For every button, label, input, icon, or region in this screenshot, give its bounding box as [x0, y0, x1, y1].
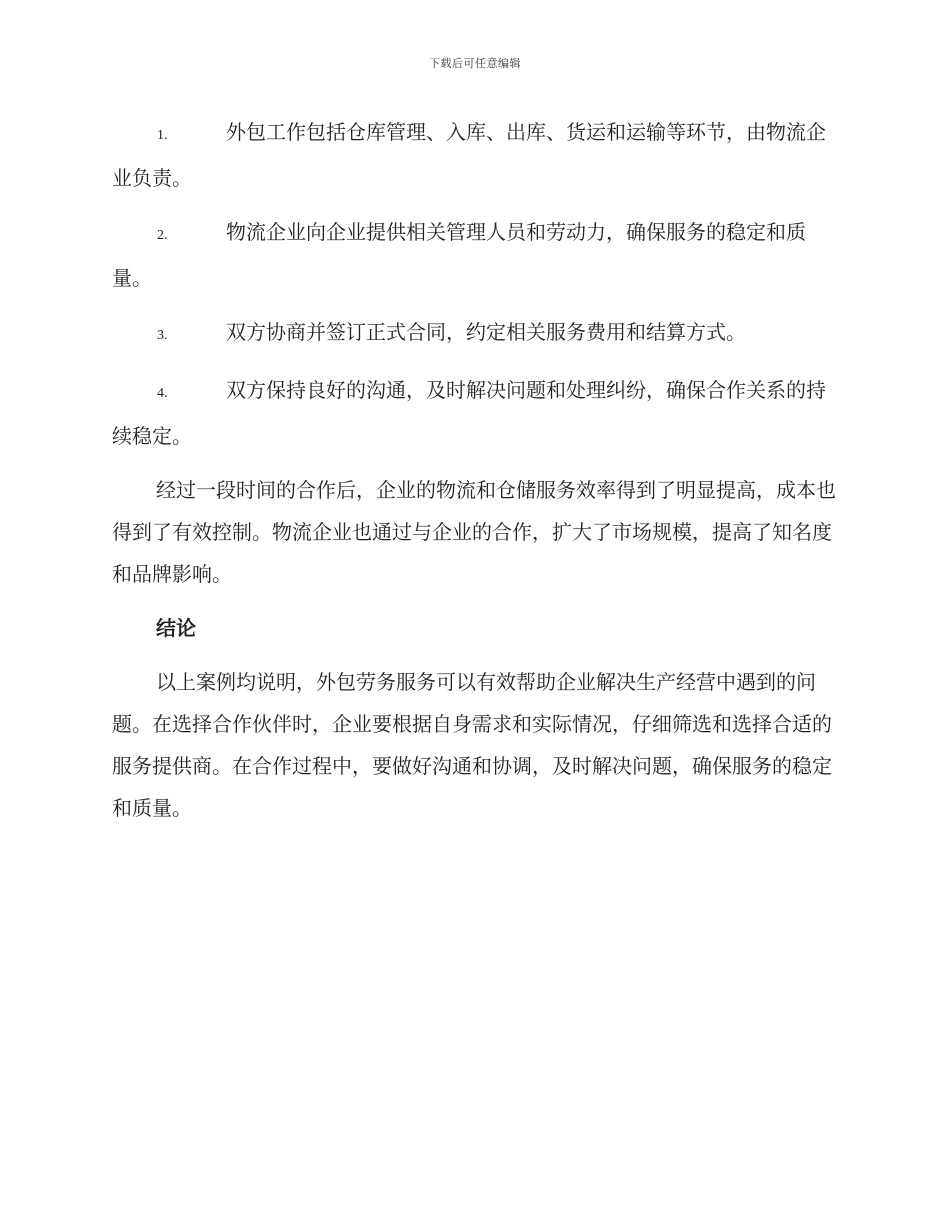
list-item-text: 双方保持良好的沟通，及时解决问题和处理纠纷，确保合作关系的持续稳定。	[112, 378, 826, 448]
list-item	[112, 311, 840, 357]
list-item-number: 1.	[157, 128, 168, 143]
list-item	[112, 111, 840, 199]
list-item	[112, 369, 840, 457]
list-item	[112, 211, 840, 299]
conclusion-paragraph: 以上案例均说明，外包劳务服务可以有效帮助企业解决生产经营中遇到的问题。在选择合作伙伴时，企业要根据自身需求和实际情况，仔细筛选和选择合适的服务提供商。在合作过程中，要做好沟通和协调，及时解决问题，确保服务的稳定和质量。	[112, 670, 832, 820]
list-item-text: 双方协商并签订正式合同，约定相关服务费用和结算方式。	[226, 320, 746, 344]
section-heading-conclusion: 结论	[156, 616, 196, 640]
page-header: 下载后可任意编辑	[429, 57, 521, 70]
list-item-number: 4.	[157, 386, 168, 401]
list-item-text: 外包工作包括仓库管理、入库、出库、货运和运输等环节，由物流企业负责。	[112, 120, 826, 190]
list-item-number: 3.	[157, 328, 168, 343]
list-item-text: 物流企业向企业提供相关管理人员和劳动力，确保服务的稳定和质量。	[112, 220, 806, 290]
document-body	[112, 111, 840, 841]
body-paragraph: 经过一段时间的合作后，企业的物流和仓储服务效率得到了明显提高，成本也得到了有效控制。物流企业也通过与企业的合作，扩大了市场规模，提高了知名度和品牌影响。	[112, 478, 836, 586]
list-item-number: 2.	[157, 228, 168, 243]
